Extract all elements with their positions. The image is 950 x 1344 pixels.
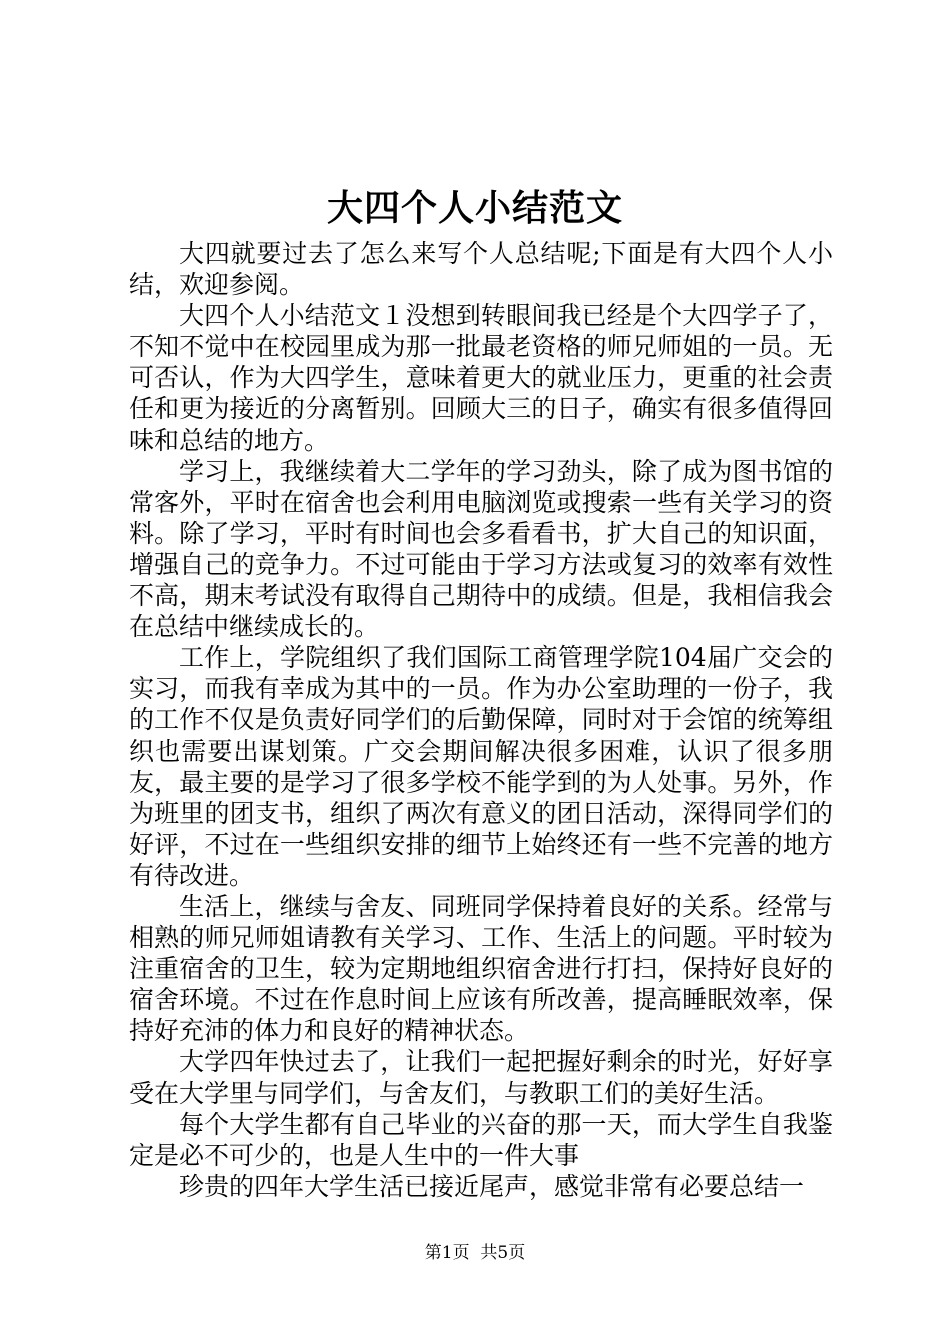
paragraph-work: 工作上，学院组织了我们国际工商管理学院104届广交会的实习，而我有幸成为其中的一员。作为办公室助理的一份子，我的工作不仅是负责好同学们的后勤保障，同时对于会馆的统筹组织也需要出谋划策。广交会期间解决很多困难，认识了很多朋友，最主要的是学习了很多学校不能学到的为人处事。另外，作为班里的团支书，组织了两次有意义的团日活动，深得同学们的好评，不过在一些组织安排的细节上始终还有一些不完善的地方有待改进。	[129, 643, 833, 890]
paragraph-life: 生活上，继续与舍友、同班同学保持着良好的关系。经常与相熟的师兄师姐请教有关学习、工作、生活上的问题。平时较为注重宿舍的卫生，较为定期地组织宿舍进行打扫，保持好良好的宿舍环境。不过在作息时间上应该有所改善，提高睡眠效率，保持好充沛的体力和良好的精神状态。	[129, 891, 833, 1046]
document-body	[129, 238, 833, 1202]
paragraph-self-assessment: 每个大学生都有自己毕业的兴奋的那一天，而大学生自我鉴定是必不可少的，也是人生中的一件大事	[129, 1109, 833, 1170]
paragraph-opening: 大四个人小结范文１没想到转眼间我已经是个大四学子了，不知不觉中在校园里成为那一批最老资格的师兄师姐的一员。无可否认，作为大四学生，意味着更大的就业压力，更重的社会责任和更为接近的分离暂别。回顾大三的日子，确实有很多值得回味和总结的地方。	[129, 301, 833, 455]
paragraph-remaining-time: 大学四年快过去了，让我们一起把握好剩余的时光，好好享受在大学里与同学们，与舍友们，与教职工们的美好生活。	[129, 1047, 833, 1108]
document-title: 大四个人小结范文	[326, 187, 623, 229]
paragraph-closing: 珍贵的四年大学生活已接近尾声，感觉非常有必要总结一	[179, 1171, 805, 1201]
page-total: 共5页	[480, 1243, 526, 1263]
page-footer	[0, 1241, 950, 1265]
paragraph-intro: 大四就要过去了怎么来写个人总结呢;下面是有大四个人小结，欢迎参阅。	[129, 239, 833, 300]
page-number: 第1页	[424, 1243, 470, 1263]
paragraph-study: 学习上，我继续着大二学年的学习劲头，除了成为图书馆的常客外，平时在宿舍也会利用电脑浏览或搜索一些有关学习的资料。除了学习，平时有时间也会多看看书，扩大自己的知识面，增强自己的竞争力。不过可能由于学习方法或复习的效率有效性不高，期末考试没有取得自己期待中的成绩。但是，我相信我会在总结中继续成长的。	[129, 456, 833, 642]
